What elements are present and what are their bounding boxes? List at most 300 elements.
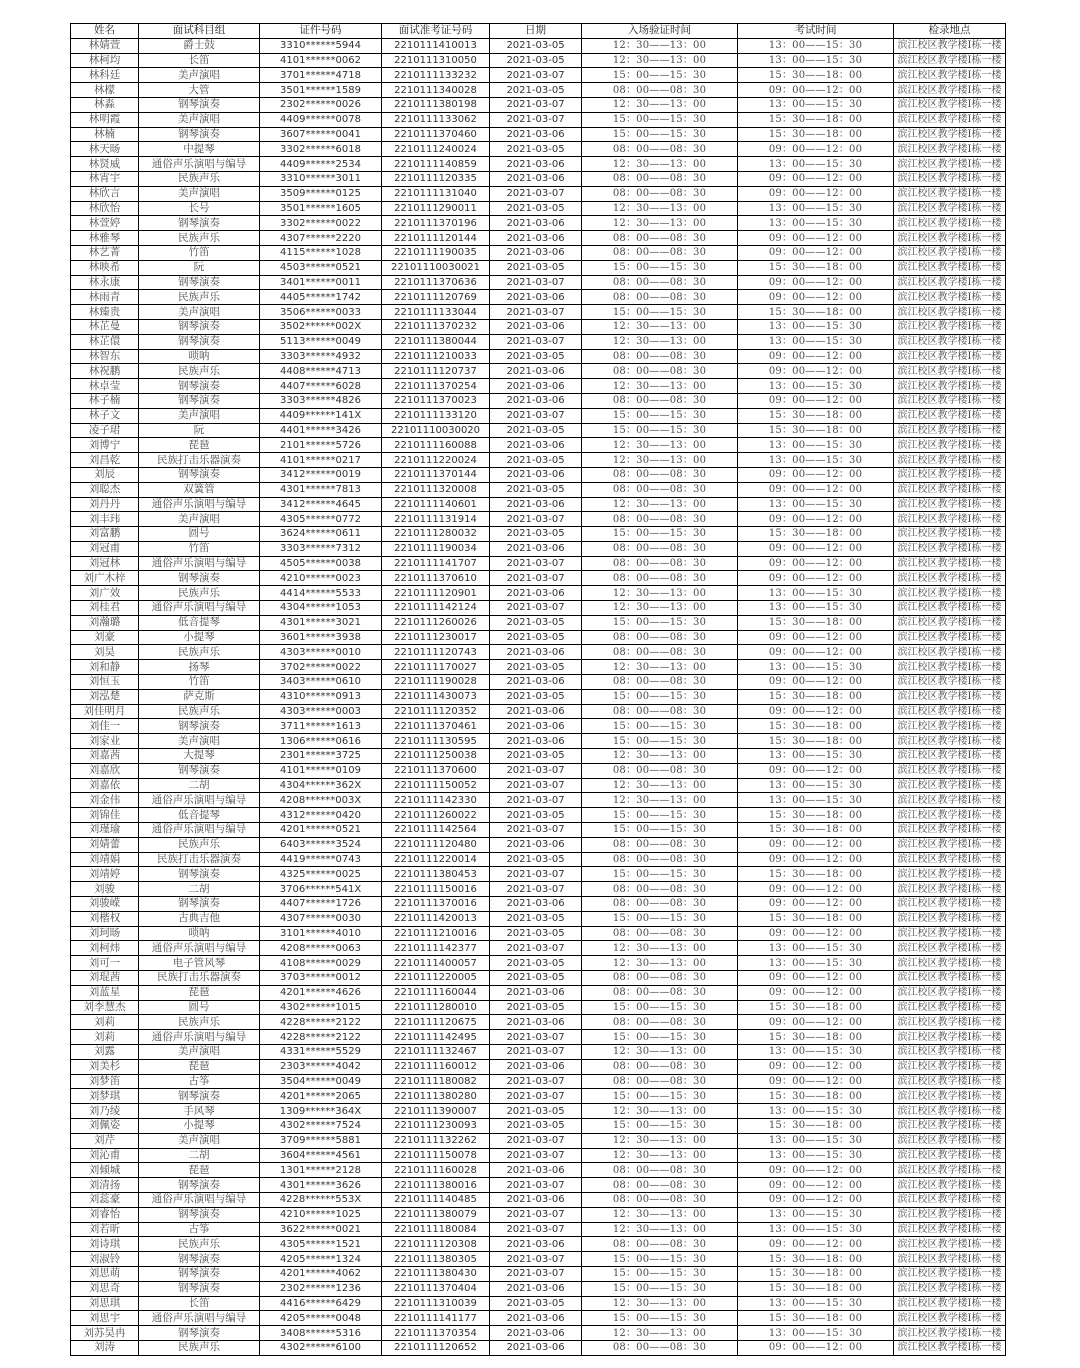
cell-subject: 通俗声乐演唱与编导 xyxy=(139,157,260,172)
cell-subject: 钢琴演奏 xyxy=(139,319,260,334)
table-row xyxy=(71,1074,1006,1089)
cell-subject: 古筝 xyxy=(139,1222,260,1237)
cell-subject: 通俗声乐演唱与编导 xyxy=(139,556,260,571)
cell-subject: 通俗声乐演唱与编导 xyxy=(139,1311,260,1326)
cell-subject: 民族声乐 xyxy=(139,704,260,719)
table-row xyxy=(71,142,1006,157)
cell-admission-number: 2210111400057 xyxy=(382,956,490,971)
cell-name: 刘思琪 xyxy=(71,1296,139,1311)
table-row xyxy=(71,586,1006,601)
cell-subject: 美声演唱 xyxy=(139,186,260,201)
cell-location: 滨江校区教学楼I栋一楼 xyxy=(894,615,1006,630)
cell-name: 林雨青 xyxy=(71,290,139,305)
cell-exam-time: 13：00——15：30 xyxy=(738,1133,894,1148)
cell-subject: 美声演唱 xyxy=(139,68,260,83)
cell-id-number: 4228******2122 xyxy=(260,1030,382,1045)
cell-location: 滨江校区教学楼I栋一楼 xyxy=(894,334,1006,349)
cell-location: 滨江校区教学楼I栋一楼 xyxy=(894,689,1006,704)
cell-admission-number: 2210111340028 xyxy=(382,83,490,98)
cell-admission-number: 2210111133120 xyxy=(382,408,490,423)
table-row xyxy=(71,1104,1006,1119)
cell-exam-time: 15：30——18：00 xyxy=(738,127,894,142)
cell-exam-time: 09：00——12：00 xyxy=(738,171,894,186)
cell-exam-time: 09：00——12：00 xyxy=(738,1163,894,1178)
cell-name: 刘聪杰 xyxy=(71,482,139,497)
cell-location: 滨江校区教学楼I栋一楼 xyxy=(894,216,1006,231)
cell-checkin-time: 12：30——13：00 xyxy=(582,319,738,334)
cell-subject: 大管 xyxy=(139,83,260,98)
cell-date: 2021-03-05 xyxy=(490,852,582,867)
cell-id-number: 4201******4062 xyxy=(260,1266,382,1281)
cell-id-number: 3401******0011 xyxy=(260,275,382,290)
cell-exam-time: 15：30——18：00 xyxy=(738,1252,894,1267)
cell-admission-number: 2210111310039 xyxy=(382,1296,490,1311)
cell-name: 林宵宇 xyxy=(71,171,139,186)
cell-id-number: 3303******4932 xyxy=(260,349,382,364)
cell-date: 2021-03-06 xyxy=(490,467,582,482)
cell-subject: 民族声乐 xyxy=(139,1340,260,1355)
cell-admission-number: 2210111370023 xyxy=(382,393,490,408)
cell-admission-number: 2210111380044 xyxy=(382,334,490,349)
cell-checkin-time: 08：00——08：30 xyxy=(582,467,738,482)
cell-location: 滨江校区教学楼I栋一楼 xyxy=(894,882,1006,897)
header-checkin-time: 入场验证时间 xyxy=(582,24,738,39)
cell-subject: 民族声乐 xyxy=(139,1237,260,1252)
cell-name: 林芷曼 xyxy=(71,319,139,334)
cell-subject: 民族声乐 xyxy=(139,231,260,246)
cell-date: 2021-03-07 xyxy=(490,112,582,127)
cell-id-number: 3504******0049 xyxy=(260,1074,382,1089)
cell-exam-time: 09：00——12：00 xyxy=(738,541,894,556)
cell-location: 滨江校区教学楼I栋一楼 xyxy=(894,852,1006,867)
cell-name: 刘李慧杰 xyxy=(71,1000,139,1015)
cell-admission-number: 2210111370016 xyxy=(382,897,490,912)
cell-name: 林智东 xyxy=(71,349,139,364)
cell-id-number: 3302******6018 xyxy=(260,142,382,157)
table-row xyxy=(71,1340,1006,1355)
cell-location: 滨江校区教学楼I栋一楼 xyxy=(894,305,1006,320)
cell-subject: 古筝 xyxy=(139,1074,260,1089)
table-row xyxy=(71,689,1006,704)
cell-name: 刘冠甫 xyxy=(71,541,139,556)
cell-exam-time: 13：00——15：30 xyxy=(738,379,894,394)
cell-location: 滨江校区教学楼I栋一楼 xyxy=(894,83,1006,98)
cell-exam-time: 13：00——15：30 xyxy=(738,1104,894,1119)
cell-location: 滨江校区教学楼I栋一楼 xyxy=(894,260,1006,275)
cell-id-number: 4305******1521 xyxy=(260,1237,382,1252)
cell-subject: 美声演唱 xyxy=(139,734,260,749)
cell-exam-time: 09：00——12：00 xyxy=(738,512,894,527)
cell-exam-time: 13：00——15：30 xyxy=(738,749,894,764)
cell-subject: 钢琴演奏 xyxy=(139,127,260,142)
cell-date: 2021-03-05 xyxy=(490,1118,582,1133)
cell-date: 2021-03-07 xyxy=(490,778,582,793)
cell-name: 刘倾城 xyxy=(71,1163,139,1178)
table-row xyxy=(71,1059,1006,1074)
cell-admission-number: 22101110030021 xyxy=(382,260,490,275)
cell-date: 2021-03-07 xyxy=(490,305,582,320)
cell-admission-number: 2210111410013 xyxy=(382,38,490,53)
cell-location: 滨江校区教学楼I栋一楼 xyxy=(894,186,1006,201)
cell-name: 刘富鹏 xyxy=(71,527,139,542)
cell-name: 林楠 xyxy=(71,127,139,142)
cell-subject: 钢琴演奏 xyxy=(139,1281,260,1296)
cell-name: 林子楠 xyxy=(71,393,139,408)
cell-admission-number: 2210111370610 xyxy=(382,571,490,586)
cell-id-number: 1306******0616 xyxy=(260,734,382,749)
cell-admission-number: 2210111140601 xyxy=(382,497,490,512)
cell-id-number: 4331******5529 xyxy=(260,1044,382,1059)
cell-exam-time: 13：00——15：30 xyxy=(738,453,894,468)
cell-date: 2021-03-06 xyxy=(490,541,582,556)
cell-subject: 民族声乐 xyxy=(139,290,260,305)
table-row xyxy=(71,1237,1006,1252)
cell-checkin-time: 12：30——13：00 xyxy=(582,793,738,808)
cell-admission-number: 2210111150016 xyxy=(382,882,490,897)
cell-admission-number: 2210111380079 xyxy=(382,1207,490,1222)
cell-subject: 竹笛 xyxy=(139,541,260,556)
table-row xyxy=(71,556,1006,571)
cell-exam-time: 09：00——12：00 xyxy=(738,1059,894,1074)
table-row xyxy=(71,453,1006,468)
cell-subject: 中提琴 xyxy=(139,142,260,157)
cell-admission-number: 2210111120144 xyxy=(382,231,490,246)
cell-exam-time: 13：00——15：30 xyxy=(738,97,894,112)
table-row xyxy=(71,97,1006,112)
cell-admission-number: 2210111140859 xyxy=(382,157,490,172)
cell-id-number: 4302******1015 xyxy=(260,1000,382,1015)
cell-location: 滨江校区教学楼I栋一楼 xyxy=(894,379,1006,394)
cell-name: 林卓莹 xyxy=(71,379,139,394)
cell-subject: 竹笛 xyxy=(139,245,260,260)
table-row xyxy=(71,334,1006,349)
cell-name: 刘思宇 xyxy=(71,1311,139,1326)
cell-checkin-time: 15：00——15：30 xyxy=(582,1311,738,1326)
cell-location: 滨江校区教学楼I栋一楼 xyxy=(894,408,1006,423)
cell-admission-number: 22101110030020 xyxy=(382,423,490,438)
cell-subject: 美声演唱 xyxy=(139,512,260,527)
cell-location: 滨江校区教学楼I栋一楼 xyxy=(894,1237,1006,1252)
cell-id-number: 4201******4626 xyxy=(260,985,382,1000)
cell-name: 林子文 xyxy=(71,408,139,423)
cell-date: 2021-03-07 xyxy=(490,1030,582,1045)
cell-location: 滨江校区教学楼I栋一楼 xyxy=(894,423,1006,438)
cell-checkin-time: 08：00——08：30 xyxy=(582,1192,738,1207)
cell-admission-number: 2210111370144 xyxy=(382,467,490,482)
cell-id-number: 4301******3021 xyxy=(260,615,382,630)
cell-subject: 钢琴演奏 xyxy=(139,1089,260,1104)
table-row xyxy=(71,956,1006,971)
cell-checkin-time: 15：00——15：30 xyxy=(582,689,738,704)
cell-name: 刘可一 xyxy=(71,956,139,971)
table-row xyxy=(71,645,1006,660)
cell-date: 2021-03-07 xyxy=(490,334,582,349)
cell-subject: 通俗声乐演唱与编导 xyxy=(139,823,260,838)
cell-exam-time: 09：00——12：00 xyxy=(738,926,894,941)
cell-exam-time: 13：00——15：30 xyxy=(738,956,894,971)
cell-checkin-time: 12：30——13：00 xyxy=(582,660,738,675)
cell-exam-time: 13：00——15：30 xyxy=(738,1326,894,1341)
cell-location: 滨江校区教学楼I栋一楼 xyxy=(894,734,1006,749)
cell-checkin-time: 15：00——15：30 xyxy=(582,734,738,749)
cell-name: 刘清扬 xyxy=(71,1178,139,1193)
cell-location: 滨江校区教学楼I栋一楼 xyxy=(894,778,1006,793)
cell-date: 2021-03-06 xyxy=(490,379,582,394)
cell-admission-number: 2210111370460 xyxy=(382,127,490,142)
cell-exam-time: 09：00——12：00 xyxy=(738,897,894,912)
cell-date: 2021-03-05 xyxy=(490,660,582,675)
table-row xyxy=(71,615,1006,630)
cell-name: 刘莉 xyxy=(71,1015,139,1030)
cell-date: 2021-03-07 xyxy=(490,408,582,423)
cell-id-number: 2302******0026 xyxy=(260,97,382,112)
cell-id-number: 4409******141X xyxy=(260,408,382,423)
cell-exam-time: 13：00——15：30 xyxy=(738,586,894,601)
cell-id-number: 4305******0772 xyxy=(260,512,382,527)
table-row xyxy=(71,1222,1006,1237)
cell-checkin-time: 08：00——08：30 xyxy=(582,1340,738,1355)
cell-subject: 小提琴 xyxy=(139,630,260,645)
cell-admission-number: 2210111120737 xyxy=(382,364,490,379)
cell-checkin-time: 08：00——08：30 xyxy=(582,275,738,290)
cell-name: 刘泓楚 xyxy=(71,689,139,704)
cell-location: 滨江校区教学楼I栋一楼 xyxy=(894,630,1006,645)
cell-date: 2021-03-06 xyxy=(490,438,582,453)
cell-subject: 钢琴演奏 xyxy=(139,393,260,408)
cell-name: 刘锦佳 xyxy=(71,808,139,823)
cell-checkin-time: 15：00——15：30 xyxy=(582,260,738,275)
cell-checkin-time: 15：00——15：30 xyxy=(582,68,738,83)
cell-subject: 小提琴 xyxy=(139,1118,260,1133)
cell-location: 滨江校区教学楼I栋一楼 xyxy=(894,290,1006,305)
cell-date: 2021-03-06 xyxy=(490,1059,582,1074)
cell-name: 刘冠林 xyxy=(71,556,139,571)
cell-exam-time: 09：00——12：00 xyxy=(738,971,894,986)
cell-checkin-time: 15：00——15：30 xyxy=(582,1089,738,1104)
cell-id-number: 4304******362X xyxy=(260,778,382,793)
cell-exam-time: 09：00——12：00 xyxy=(738,704,894,719)
cell-id-number: 4108******0029 xyxy=(260,956,382,971)
cell-date: 2021-03-06 xyxy=(490,1340,582,1355)
cell-admission-number: 2210111220014 xyxy=(382,852,490,867)
table-row xyxy=(71,1207,1006,1222)
cell-location: 滨江校区教学楼I栋一楼 xyxy=(894,453,1006,468)
cell-id-number: 4301******3626 xyxy=(260,1178,382,1193)
cell-id-number: 3501******1589 xyxy=(260,83,382,98)
table-row xyxy=(71,83,1006,98)
cell-date: 2021-03-06 xyxy=(490,1192,582,1207)
cell-subject: 民族声乐 xyxy=(139,1015,260,1030)
cell-id-number: 1309******364X xyxy=(260,1104,382,1119)
cell-exam-time: 09：00——12：00 xyxy=(738,571,894,586)
cell-exam-time: 13：00——15：30 xyxy=(738,601,894,616)
cell-name: 林天旸 xyxy=(71,142,139,157)
cell-subject: 唢呐 xyxy=(139,349,260,364)
cell-checkin-time: 15：00——15：30 xyxy=(582,1281,738,1296)
table-row xyxy=(71,1311,1006,1326)
cell-location: 滨江校区教学楼I栋一楼 xyxy=(894,793,1006,808)
table-row xyxy=(71,423,1006,438)
cell-checkin-time: 08：00——08：30 xyxy=(582,512,738,527)
cell-id-number: 4407******1726 xyxy=(260,897,382,912)
cell-date: 2021-03-05 xyxy=(490,453,582,468)
cell-checkin-time: 08：00——08：30 xyxy=(582,231,738,246)
cell-checkin-time: 15：00——15：30 xyxy=(582,112,738,127)
cell-location: 滨江校区教学楼I栋一楼 xyxy=(894,1326,1006,1341)
cell-id-number: 4302******7524 xyxy=(260,1118,382,1133)
cell-location: 滨江校区教学楼I栋一楼 xyxy=(894,38,1006,53)
cell-exam-time: 09：00——12：00 xyxy=(738,645,894,660)
cell-subject: 钢琴演奏 xyxy=(139,571,260,586)
cell-name: 林婧萱 xyxy=(71,38,139,53)
cell-checkin-time: 12：30——13：00 xyxy=(582,97,738,112)
header-subject: 面试科目组 xyxy=(139,24,260,39)
cell-checkin-time: 08：00——08：30 xyxy=(582,1074,738,1089)
cell-checkin-time: 12：30——13：00 xyxy=(582,601,738,616)
cell-date: 2021-03-06 xyxy=(490,157,582,172)
cell-checkin-time: 12：30——13：00 xyxy=(582,453,738,468)
cell-location: 滨江校区教学楼I栋一楼 xyxy=(894,941,1006,956)
cell-name: 刘诗琪 xyxy=(71,1237,139,1252)
cell-date: 2021-03-05 xyxy=(490,260,582,275)
cell-date: 2021-03-06 xyxy=(490,586,582,601)
cell-exam-time: 15：30——18：00 xyxy=(738,1281,894,1296)
cell-subject: 钢琴演奏 xyxy=(139,763,260,778)
cell-id-number: 3509******0125 xyxy=(260,186,382,201)
cell-id-number: 4419******0743 xyxy=(260,852,382,867)
cell-checkin-time: 08：00——08：30 xyxy=(582,142,738,157)
cell-date: 2021-03-06 xyxy=(490,734,582,749)
cell-location: 滨江校区教学楼I栋一楼 xyxy=(894,823,1006,838)
cell-admission-number: 2210111370600 xyxy=(382,763,490,778)
cell-checkin-time: 12：30——13：00 xyxy=(582,1207,738,1222)
cell-subject: 钢琴演奏 xyxy=(139,97,260,112)
cell-admission-number: 2210111130595 xyxy=(382,734,490,749)
cell-checkin-time: 15：00——15：30 xyxy=(582,1030,738,1045)
cell-admission-number: 2210111190035 xyxy=(382,245,490,260)
cell-name: 林淼 xyxy=(71,97,139,112)
cell-date: 2021-03-06 xyxy=(490,1015,582,1030)
table-row xyxy=(71,201,1006,216)
cell-date: 2021-03-07 xyxy=(490,275,582,290)
cell-location: 滨江校区教学楼I栋一楼 xyxy=(894,1311,1006,1326)
cell-exam-time: 09：00——12：00 xyxy=(738,985,894,1000)
cell-name: 刘恒玉 xyxy=(71,675,139,690)
cell-exam-time: 13：00——15：30 xyxy=(738,660,894,675)
cell-checkin-time: 12：30——13：00 xyxy=(582,438,738,453)
cell-location: 滨江校区教学楼I栋一楼 xyxy=(894,171,1006,186)
cell-date: 2021-03-05 xyxy=(490,53,582,68)
cell-subject: 钢琴演奏 xyxy=(139,334,260,349)
cell-name: 刘靖娟 xyxy=(71,852,139,867)
cell-subject: 低音提琴 xyxy=(139,808,260,823)
cell-id-number: 4210******0023 xyxy=(260,571,382,586)
cell-checkin-time: 15：00——15：30 xyxy=(582,808,738,823)
cell-location: 滨江校区教学楼I栋一楼 xyxy=(894,1059,1006,1074)
cell-admission-number: 2210111142330 xyxy=(382,793,490,808)
cell-location: 滨江校区教学楼I栋一楼 xyxy=(894,1192,1006,1207)
table-row xyxy=(71,926,1006,941)
cell-id-number: 4407******6028 xyxy=(260,379,382,394)
cell-id-number: 4115******1028 xyxy=(260,245,382,260)
cell-date: 2021-03-05 xyxy=(490,911,582,926)
cell-date: 2021-03-07 xyxy=(490,867,582,882)
cell-id-number: 3607******0041 xyxy=(260,127,382,142)
cell-location: 滨江校区教学楼I栋一楼 xyxy=(894,1281,1006,1296)
cell-location: 滨江校区教学楼I栋一楼 xyxy=(894,1133,1006,1148)
cell-id-number: 3303******7312 xyxy=(260,541,382,556)
cell-checkin-time: 08：00——08：30 xyxy=(582,971,738,986)
cell-date: 2021-03-05 xyxy=(490,201,582,216)
cell-checkin-time: 08：00——08：30 xyxy=(582,763,738,778)
cell-subject: 美声演唱 xyxy=(139,408,260,423)
cell-id-number: 3706******541X xyxy=(260,882,382,897)
cell-id-number: 4302******6100 xyxy=(260,1340,382,1355)
cell-date: 2021-03-06 xyxy=(490,675,582,690)
table-row xyxy=(71,319,1006,334)
cell-location: 滨江校区教学楼I栋一楼 xyxy=(894,1340,1006,1355)
cell-subject: 长笛 xyxy=(139,1296,260,1311)
table-row xyxy=(71,734,1006,749)
cell-id-number: 3412******0019 xyxy=(260,467,382,482)
cell-subject: 民族打击乐器演奏 xyxy=(139,453,260,468)
table-row xyxy=(71,231,1006,246)
cell-exam-time: 09：00——12：00 xyxy=(738,482,894,497)
table-row xyxy=(71,911,1006,926)
table-row xyxy=(71,823,1006,838)
cell-checkin-time: 08：00——08：30 xyxy=(582,882,738,897)
cell-id-number: 4101******0062 xyxy=(260,53,382,68)
cell-subject: 双簧管 xyxy=(139,482,260,497)
cell-name: 刘若昕 xyxy=(71,1222,139,1237)
cell-exam-time: 15：30——18：00 xyxy=(738,911,894,926)
cell-name: 刘梦琪 xyxy=(71,1089,139,1104)
cell-id-number: 2303******4042 xyxy=(260,1059,382,1074)
cell-admission-number: 2210111380430 xyxy=(382,1266,490,1281)
cell-name: 林柯均 xyxy=(71,53,139,68)
cell-name: 刘苏昊冉 xyxy=(71,1326,139,1341)
cell-admission-number: 2210111280010 xyxy=(382,1000,490,1015)
cell-date: 2021-03-05 xyxy=(490,423,582,438)
table-row xyxy=(71,186,1006,201)
cell-admission-number: 2210111142564 xyxy=(382,823,490,838)
cell-admission-number: 2210111120352 xyxy=(382,704,490,719)
cell-subject: 美声演唱 xyxy=(139,112,260,127)
cell-checkin-time: 12：30——13：00 xyxy=(582,1104,738,1119)
cell-location: 滨江校区教学楼I栋一楼 xyxy=(894,349,1006,364)
cell-id-number: 3701******4718 xyxy=(260,68,382,83)
cell-subject: 琵琶 xyxy=(139,1059,260,1074)
cell-admission-number: 2210111370196 xyxy=(382,216,490,231)
cell-admission-number: 2210111250038 xyxy=(382,749,490,764)
table-row xyxy=(71,1163,1006,1178)
cell-checkin-time: 08：00——08：30 xyxy=(582,1059,738,1074)
cell-checkin-time: 15：00——15：30 xyxy=(582,527,738,542)
cell-subject: 钢琴演奏 xyxy=(139,1178,260,1193)
cell-location: 滨江校区教学楼I栋一楼 xyxy=(894,97,1006,112)
cell-subject: 钢琴演奏 xyxy=(139,719,260,734)
cell-id-number: 4303******0010 xyxy=(260,645,382,660)
cell-date: 2021-03-06 xyxy=(490,364,582,379)
table-row xyxy=(71,171,1006,186)
cell-location: 滨江校区教学楼I栋一楼 xyxy=(894,1015,1006,1030)
cell-subject: 通俗声乐演唱与编导 xyxy=(139,1030,260,1045)
cell-id-number: 3711******1613 xyxy=(260,719,382,734)
cell-subject: 民族声乐 xyxy=(139,837,260,852)
cell-checkin-time: 08：00——08：30 xyxy=(582,852,738,867)
cell-exam-time: 13：00——15：30 xyxy=(738,53,894,68)
cell-id-number: 4416******6429 xyxy=(260,1296,382,1311)
